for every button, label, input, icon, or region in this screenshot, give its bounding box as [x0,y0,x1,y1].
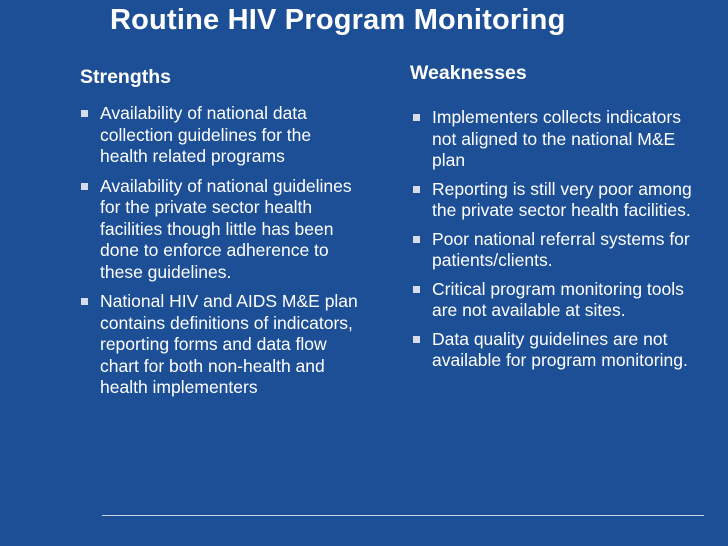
strength-item-text: Availability of national data collection guidelines for the health related programs [100,103,312,166]
slide-title: Routine HIV Program Monitoring [110,4,566,36]
strengths-heading: Strengths [80,66,172,88]
strength-item [78,103,358,168]
square-bullet-icon [413,236,420,243]
square-bullet-icon [81,298,88,305]
weakness-item [410,279,710,322]
weakness-item-text: Implementers collects indicators not aligned to the national M&E plan [432,107,681,170]
square-bullet-icon [413,186,420,193]
footer-divider [102,515,704,516]
weakness-item-text: Poor national referral systems for patients/clients. [432,228,690,270]
weakness-item-text: Data quality guidelines are not available for program monitoring. [432,328,688,370]
weakness-item [410,179,710,222]
strength-item [78,291,358,399]
square-bullet-icon [413,336,420,343]
square-bullet-icon [413,114,420,121]
square-bullet-icon [413,286,420,293]
strengths-column [80,66,360,407]
weakness-item-text: Critical program monitoring tools are not available at sites. [432,278,684,320]
strength-item-text: National HIV and AIDS M&E plan contains definitions of indicators, reporting forms and data flow chart for both non-health and health implementers [100,291,358,397]
weakness-item [410,107,710,172]
weakness-item [410,329,710,372]
weaknesses-heading: Weaknesses [410,62,527,84]
strengths-list [80,103,360,399]
weakness-item-text: Reporting is still very poor among the private sector health facilities. [432,178,692,220]
weaknesses-column [410,62,710,379]
square-bullet-icon [81,183,88,190]
weaknesses-list [410,107,710,372]
weakness-item [410,229,710,272]
square-bullet-icon [81,110,88,117]
strength-item-text: Availability of national guidelines for the private sector health facilities though little has been done to enforce adherence to these guidelines. [100,175,352,282]
strength-item [78,176,358,284]
